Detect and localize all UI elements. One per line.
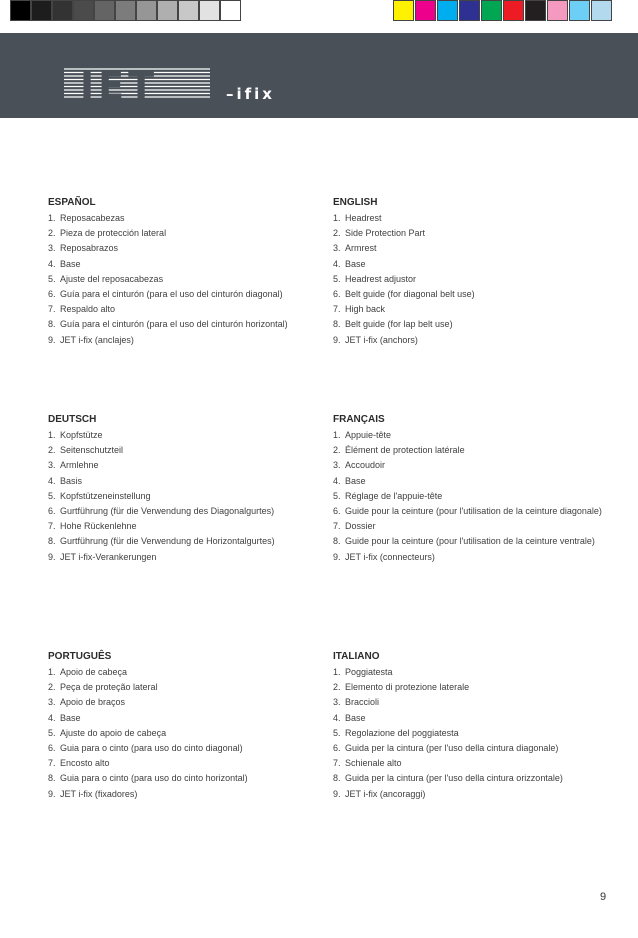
item-text: Gurtführung (für die Verwendung des Diagonalgurtes) bbox=[60, 506, 275, 517]
item-text: Headrest adjustor bbox=[345, 273, 417, 284]
item-number: 6. bbox=[333, 289, 341, 300]
color-swatch bbox=[415, 0, 436, 21]
list-item bbox=[333, 211, 613, 226]
gray-swatch bbox=[94, 0, 115, 21]
list-item bbox=[48, 226, 328, 241]
gray-swatch bbox=[178, 0, 199, 21]
item-text: Base bbox=[345, 475, 366, 486]
parts-list bbox=[48, 428, 328, 565]
color-swatch bbox=[547, 0, 568, 21]
item-text: Dossier bbox=[345, 521, 376, 532]
item-number: 2. bbox=[48, 228, 56, 239]
list-item bbox=[333, 534, 613, 549]
color-swatch bbox=[503, 0, 524, 21]
list-item bbox=[333, 241, 613, 256]
list-item bbox=[48, 771, 328, 786]
item-text: Gurtführung (für die Verwendung de Horizontalgurtes) bbox=[60, 536, 275, 547]
list-item bbox=[48, 333, 328, 348]
list-item bbox=[48, 695, 328, 710]
item-number: 4. bbox=[333, 258, 341, 269]
section-portugues bbox=[48, 651, 328, 802]
list-item bbox=[333, 519, 613, 534]
item-number: 9. bbox=[48, 788, 56, 799]
item-text: Encosto alto bbox=[60, 758, 110, 769]
item-text: Ajuste do apoio de cabeça bbox=[60, 727, 167, 738]
item-text: Guía para el cinturón (para el uso del cinturón horizontal) bbox=[60, 319, 288, 330]
item-number: 9. bbox=[333, 551, 341, 562]
color-swatch bbox=[591, 0, 612, 21]
section-deutsch bbox=[48, 414, 328, 565]
item-text: Guida per la cintura (per l'uso della cintura diagonale) bbox=[345, 743, 559, 754]
list-item bbox=[48, 302, 328, 317]
color-swatch bbox=[569, 0, 590, 21]
brand-suffix: –ifix bbox=[226, 85, 275, 103]
parts-list bbox=[333, 211, 613, 348]
item-text: Réglage de l'appuie-tête bbox=[345, 490, 443, 501]
item-number: 5. bbox=[48, 727, 56, 738]
list-item bbox=[333, 756, 613, 771]
list-item bbox=[48, 211, 328, 226]
item-number: 3. bbox=[48, 243, 56, 254]
item-number: 5. bbox=[48, 273, 56, 284]
list-item bbox=[333, 317, 613, 332]
item-number: 7. bbox=[48, 304, 56, 315]
item-text: Elemento di protezione laterale bbox=[345, 682, 470, 693]
parts-list bbox=[333, 428, 613, 565]
item-text: Ajuste del reposacabezas bbox=[60, 273, 164, 284]
item-number: 2. bbox=[333, 445, 341, 456]
item-text: Regolazione del poggiatesta bbox=[345, 727, 459, 738]
item-number: 2. bbox=[333, 682, 341, 693]
item-text: Armrest bbox=[345, 243, 377, 254]
list-item bbox=[333, 771, 613, 786]
item-number: 8. bbox=[48, 319, 56, 330]
item-text: Kopfstütze bbox=[60, 430, 103, 440]
item-number: 1. bbox=[333, 213, 341, 223]
item-number: 9. bbox=[48, 334, 56, 345]
item-number: 6. bbox=[48, 289, 56, 300]
item-text: JET i-fix (anchors) bbox=[345, 334, 418, 345]
item-number: 9. bbox=[333, 334, 341, 345]
jet-logo bbox=[60, 66, 220, 106]
item-number: 2. bbox=[333, 228, 341, 239]
item-number: 5. bbox=[333, 273, 341, 284]
list-item bbox=[48, 726, 328, 741]
item-text: High back bbox=[345, 304, 386, 315]
item-number: 3. bbox=[48, 697, 56, 708]
list-item bbox=[48, 534, 328, 549]
color-swatch bbox=[459, 0, 480, 21]
item-number: 9. bbox=[333, 788, 341, 799]
section-title: ENGLISH bbox=[333, 197, 378, 208]
item-number: 7. bbox=[333, 758, 341, 769]
item-number: 6. bbox=[333, 743, 341, 754]
parts-list bbox=[48, 665, 328, 802]
item-text: Guida per la cintura (per l'uso della cintura orizzontale) bbox=[345, 773, 563, 784]
list-item bbox=[333, 726, 613, 741]
item-text: Base bbox=[60, 712, 81, 723]
item-number: 4. bbox=[333, 475, 341, 486]
item-text: Poggiatesta bbox=[345, 667, 393, 677]
list-item bbox=[333, 711, 613, 726]
item-number: 6. bbox=[333, 506, 341, 517]
list-item bbox=[333, 226, 613, 241]
list-item bbox=[333, 287, 613, 302]
gray-swatch bbox=[10, 0, 31, 21]
item-number: 1. bbox=[333, 667, 341, 677]
item-text: Guía para el cinturón (para el uso del cinturón diagonal) bbox=[60, 289, 283, 300]
item-text: Appuie-tête bbox=[345, 430, 392, 440]
list-item bbox=[333, 474, 613, 489]
section-english bbox=[333, 197, 613, 348]
list-item bbox=[333, 302, 613, 317]
item-number: 8. bbox=[48, 773, 56, 784]
item-text: Guia para o cinto (para uso do cinto horizontal) bbox=[60, 773, 248, 784]
list-item bbox=[333, 665, 613, 680]
item-number: 4. bbox=[48, 258, 56, 269]
item-text: Guide pour la ceinture (pour l'utilisation de la ceinture ventrale) bbox=[345, 536, 595, 547]
color-swatch bbox=[393, 0, 414, 21]
item-number: 7. bbox=[333, 304, 341, 315]
item-text: Hohe Rückenlehne bbox=[60, 521, 137, 532]
item-text: JET i-fix (ancoraggi) bbox=[345, 788, 426, 799]
item-text: Basis bbox=[60, 475, 83, 486]
item-text: Belt guide (for lap belt use) bbox=[345, 319, 453, 330]
item-number: 5. bbox=[48, 490, 56, 501]
item-text: Apoio de braços bbox=[60, 697, 126, 708]
item-text: Apoio de cabeça bbox=[60, 667, 128, 677]
color-swatch bbox=[525, 0, 546, 21]
gray-swatch bbox=[31, 0, 52, 21]
section-espanol bbox=[48, 197, 328, 348]
section-italiano bbox=[333, 651, 613, 802]
item-text: Seitenschutzteil bbox=[60, 445, 124, 456]
item-text: Base bbox=[345, 712, 366, 723]
item-text: Élément de protection latérale bbox=[345, 445, 465, 456]
item-number: 1. bbox=[48, 213, 56, 223]
section-francais bbox=[333, 414, 613, 565]
list-item bbox=[333, 272, 613, 287]
list-item bbox=[333, 680, 613, 695]
gray-swatch bbox=[199, 0, 220, 21]
item-number: 2. bbox=[48, 445, 56, 456]
item-number: 3. bbox=[333, 460, 341, 471]
item-text: JET i-fix (connecteurs) bbox=[345, 551, 435, 562]
item-number: 6. bbox=[48, 506, 56, 517]
item-text: JET i-fix (fixadores) bbox=[60, 788, 138, 799]
list-item bbox=[333, 504, 613, 519]
color-swatch bbox=[437, 0, 458, 21]
item-number: 7. bbox=[48, 758, 56, 769]
item-number: 4. bbox=[333, 712, 341, 723]
list-item bbox=[48, 519, 328, 534]
item-number: 5. bbox=[333, 727, 341, 738]
item-text: Respaldo alto bbox=[60, 304, 116, 315]
item-text: JET i-fix (anclajes) bbox=[60, 334, 134, 345]
list-item bbox=[48, 489, 328, 504]
color-swatch bbox=[481, 0, 502, 21]
item-number: 6. bbox=[48, 743, 56, 754]
list-item bbox=[48, 317, 328, 332]
section-title: ESPAÑOL bbox=[48, 197, 96, 208]
list-item bbox=[48, 458, 328, 473]
item-number: 1. bbox=[48, 667, 56, 677]
item-number: 8. bbox=[333, 536, 341, 547]
item-number: 8. bbox=[48, 536, 56, 547]
item-text: Belt guide (for diagonal belt use) bbox=[345, 289, 475, 300]
list-item bbox=[48, 550, 328, 565]
item-text: Guia para o cinto (para uso do cinto diagonal) bbox=[60, 743, 243, 754]
list-item bbox=[48, 741, 328, 756]
item-number: 4. bbox=[48, 712, 56, 723]
item-text: Reposacabezas bbox=[60, 213, 125, 223]
list-item bbox=[48, 474, 328, 489]
item-number: 3. bbox=[333, 243, 341, 254]
list-item bbox=[48, 665, 328, 680]
list-item bbox=[333, 741, 613, 756]
item-text: Base bbox=[345, 258, 366, 269]
list-item bbox=[333, 428, 613, 443]
gray-swatch bbox=[73, 0, 94, 21]
list-item bbox=[333, 333, 613, 348]
list-item bbox=[333, 257, 613, 272]
item-number: 3. bbox=[333, 697, 341, 708]
item-text: Guide pour la ceinture (pour l'utilisation de la ceinture diagonale) bbox=[345, 506, 602, 517]
item-text: Accoudoir bbox=[345, 460, 386, 471]
item-number: 3. bbox=[48, 460, 56, 471]
list-item bbox=[48, 443, 328, 458]
list-item bbox=[48, 257, 328, 272]
item-text: Pieza de protección lateral bbox=[60, 228, 167, 239]
item-number: 1. bbox=[333, 430, 341, 440]
item-number: 7. bbox=[333, 521, 341, 532]
item-number: 2. bbox=[48, 682, 56, 693]
section-title: FRANÇAIS bbox=[333, 414, 385, 425]
list-item bbox=[48, 272, 328, 287]
page-number: 9 bbox=[600, 891, 607, 903]
list-item bbox=[333, 695, 613, 710]
item-text: Schienale alto bbox=[345, 758, 402, 769]
section-title: DEUTSCH bbox=[48, 414, 97, 425]
parts-list bbox=[333, 665, 613, 802]
item-text: Reposabrazos bbox=[60, 243, 119, 254]
gray-swatch bbox=[115, 0, 136, 21]
gray-swatch bbox=[157, 0, 178, 21]
item-number: 5. bbox=[333, 490, 341, 501]
section-title: ITALIANO bbox=[333, 651, 380, 662]
gray-swatch bbox=[136, 0, 157, 21]
gray-swatch bbox=[52, 0, 73, 21]
item-text: Armlehne bbox=[60, 460, 99, 471]
item-text: Base bbox=[60, 258, 81, 269]
list-item bbox=[333, 489, 613, 504]
item-text: JET i-fix-Verankerungen bbox=[60, 551, 157, 562]
item-number: 8. bbox=[333, 773, 341, 784]
item-text: Peça de proteção lateral bbox=[60, 682, 158, 693]
list-item bbox=[48, 787, 328, 802]
list-item bbox=[333, 787, 613, 802]
gray-swatch bbox=[220, 0, 241, 21]
list-item bbox=[48, 287, 328, 302]
item-text: Braccioli bbox=[345, 697, 380, 708]
svg-text:JET: JET bbox=[80, 66, 159, 106]
list-item bbox=[48, 504, 328, 519]
list-item bbox=[48, 680, 328, 695]
item-number: 1. bbox=[48, 430, 56, 440]
list-item bbox=[48, 428, 328, 443]
list-item bbox=[48, 711, 328, 726]
item-number: 4. bbox=[48, 475, 56, 486]
item-text: Side Protection Part bbox=[345, 228, 426, 239]
item-number: 9. bbox=[48, 551, 56, 562]
list-item bbox=[48, 756, 328, 771]
item-number: 8. bbox=[333, 319, 341, 330]
list-item bbox=[333, 550, 613, 565]
section-title: PORTUGUÊS bbox=[48, 651, 112, 662]
list-item bbox=[48, 241, 328, 256]
item-number: 7. bbox=[48, 521, 56, 532]
list-item bbox=[333, 458, 613, 473]
item-text: Headrest bbox=[345, 213, 382, 223]
parts-list bbox=[48, 211, 328, 348]
item-text: Kopfstützeneinstellung bbox=[60, 490, 151, 501]
list-item bbox=[333, 443, 613, 458]
